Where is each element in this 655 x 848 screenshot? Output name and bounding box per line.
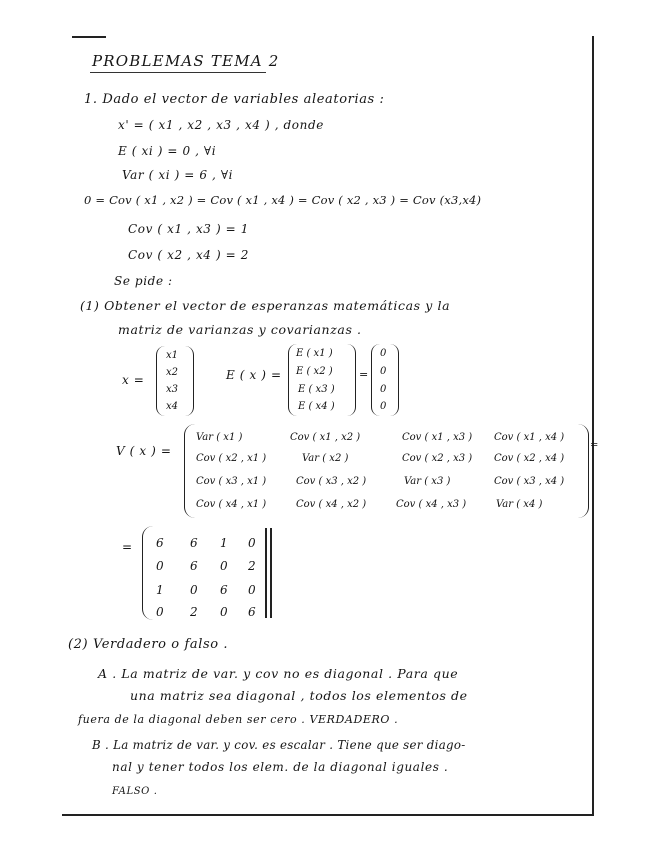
numeric-matrix-cell: 6 <box>190 536 199 550</box>
cov-matrix-cell: Cov ( x3 , x4 ) <box>494 476 565 487</box>
part-2-b-line-3: FALSO . <box>112 786 158 797</box>
covariance-zero-condition: 0 = Cov ( x1 , x2 ) = Cov ( x1 , x4 ) = Cov ( x2 , x3 ) = Cov (x3,x4) <box>84 193 482 207</box>
x-vector-entry: x4 <box>166 401 179 412</box>
cov-matrix-cell: Cov ( x2 , x1 ) <box>196 453 267 464</box>
vector-definition: x' = ( x1 , x2 , x3 , x4 ) , donde <box>118 118 324 132</box>
se-pide-label: Se pide : <box>114 274 173 288</box>
expectation-vector-entry: E ( x4 ) <box>298 401 335 412</box>
numeric-matrix-cell: 0 <box>248 536 257 550</box>
top-stroke <box>72 36 106 38</box>
numeric-matrix-cell: 0 <box>248 583 257 597</box>
page-title: PROBLEMAS TEMA 2 <box>92 52 280 70</box>
x-vector-entry: x2 <box>166 367 179 378</box>
right-margin-rule <box>592 36 594 814</box>
numeric-matrix-cell: 2 <box>190 605 199 619</box>
zero-vector-entry: 0 <box>380 348 387 359</box>
numeric-matrix-cell: 0 <box>156 605 165 619</box>
numeric-matrix-cell: 6 <box>190 559 199 573</box>
bottom-margin-rule <box>62 814 594 816</box>
x-vector-label: x = <box>122 373 145 387</box>
title-underline <box>90 72 266 73</box>
numeric-matrix-cell: 0 <box>190 583 199 597</box>
cov-matrix-cell: Cov ( x4 , x2 ) <box>296 499 367 510</box>
zero-vector-entry: 0 <box>380 401 387 412</box>
numeric-matrix-right-bar-2 <box>270 528 272 618</box>
numeric-matrix-cell: 1 <box>156 583 165 597</box>
cov-matrix-cell: Cov ( x2 , x4 ) <box>494 453 565 464</box>
numeric-matrix-equals: = <box>122 540 133 554</box>
problem-1-intro: 1. Dado el vector de variables aleatorias : <box>84 92 385 107</box>
numeric-matrix-cell: 0 <box>220 605 229 619</box>
numeric-matrix-cell: 1 <box>220 536 229 550</box>
numeric-matrix-cell: 6 <box>156 536 165 550</box>
part-1-statement-line-2: matriz de varianzas y covarianzas . <box>118 322 362 337</box>
expectation-equals: = <box>359 368 369 381</box>
cov-matrix-cell: Cov ( x4 , x1 ) <box>196 499 267 510</box>
part-2-b-line-2: nal y tener todos los elem. de la diagonal iguales . <box>112 760 449 774</box>
cov-matrix-cell: Cov ( x4 , x3 ) <box>396 499 467 510</box>
numeric-matrix-cell: 6 <box>220 583 229 597</box>
variance-condition: Var ( xi ) = 6 , ∀i <box>122 168 234 182</box>
expectation-vector-entry: E ( x2 ) <box>296 366 333 377</box>
covariance-x1-x3: Cov ( x1 , x3 ) = 1 <box>128 222 249 236</box>
expectation-vector-entry: E ( x1 ) <box>296 348 333 359</box>
cov-matrix-cell: Cov ( x3 , x1 ) <box>196 476 267 487</box>
numeric-matrix-cell: 0 <box>156 559 165 573</box>
part-2-b-line-1: B . La matriz de var. y cov. es escalar . Tiene que ser diago- <box>92 738 466 752</box>
cov-matrix-cell: Var ( x4 ) <box>496 499 543 510</box>
zero-vector-entry: 0 <box>380 384 387 395</box>
expectation-vector-label: E ( x ) = <box>226 368 282 382</box>
part-2-a-line-1: A . La matriz de var. y cov no es diagonal . Para que <box>98 666 459 681</box>
cov-matrix-label: V ( x ) = <box>116 444 172 458</box>
cov-matrix-cell: Cov ( x1 , x2 ) <box>290 432 361 443</box>
cov-matrix-left-paren <box>184 424 195 518</box>
covariance-x2-x4: Cov ( x2 , x4 ) = 2 <box>128 248 249 262</box>
cov-matrix-cell: Cov ( x3 , x2 ) <box>296 476 367 487</box>
part-2-heading: (2) Verdadero o falso . <box>68 637 229 652</box>
cov-matrix-cell: Var ( x3 ) <box>404 476 451 487</box>
numeric-matrix-right-bar <box>265 528 267 618</box>
expectation-vector-entry: E ( x3 ) <box>298 384 335 395</box>
x-vector-entry: x1 <box>166 350 179 361</box>
cov-matrix-cell: Cov ( x1 , x3 ) <box>402 432 473 443</box>
cov-matrix-cell: Var ( x2 ) <box>302 453 349 464</box>
part-2-a-line-3: fuera de la diagonal deben ser cero . VERDADERO . <box>78 713 399 726</box>
cov-matrix-cell: Cov ( x1 , x4 ) <box>494 432 565 443</box>
numeric-matrix-cell: 6 <box>248 605 257 619</box>
numeric-matrix-cell: 2 <box>248 559 257 573</box>
numeric-matrix-cell: 0 <box>220 559 229 573</box>
numeric-matrix-left-paren <box>142 526 153 620</box>
part-1-statement-line-1: (1) Obtener el vector de esperanzas matemáticas y la <box>80 298 451 313</box>
cov-matrix-cell: Cov ( x2 , x3 ) <box>402 453 473 464</box>
cov-matrix-cell: Var ( x1 ) <box>196 432 243 443</box>
part-2-a-line-2: una matriz sea diagonal , todos los elementos de <box>130 688 468 703</box>
x-vector-entry: x3 <box>166 384 179 395</box>
zero-vector-entry: 0 <box>380 366 387 377</box>
expectation-condition: E ( xi ) = 0 , ∀i <box>118 144 217 158</box>
cov-matrix-right-paren <box>578 424 589 518</box>
cov-matrix-trailing-equals: = <box>590 440 599 451</box>
